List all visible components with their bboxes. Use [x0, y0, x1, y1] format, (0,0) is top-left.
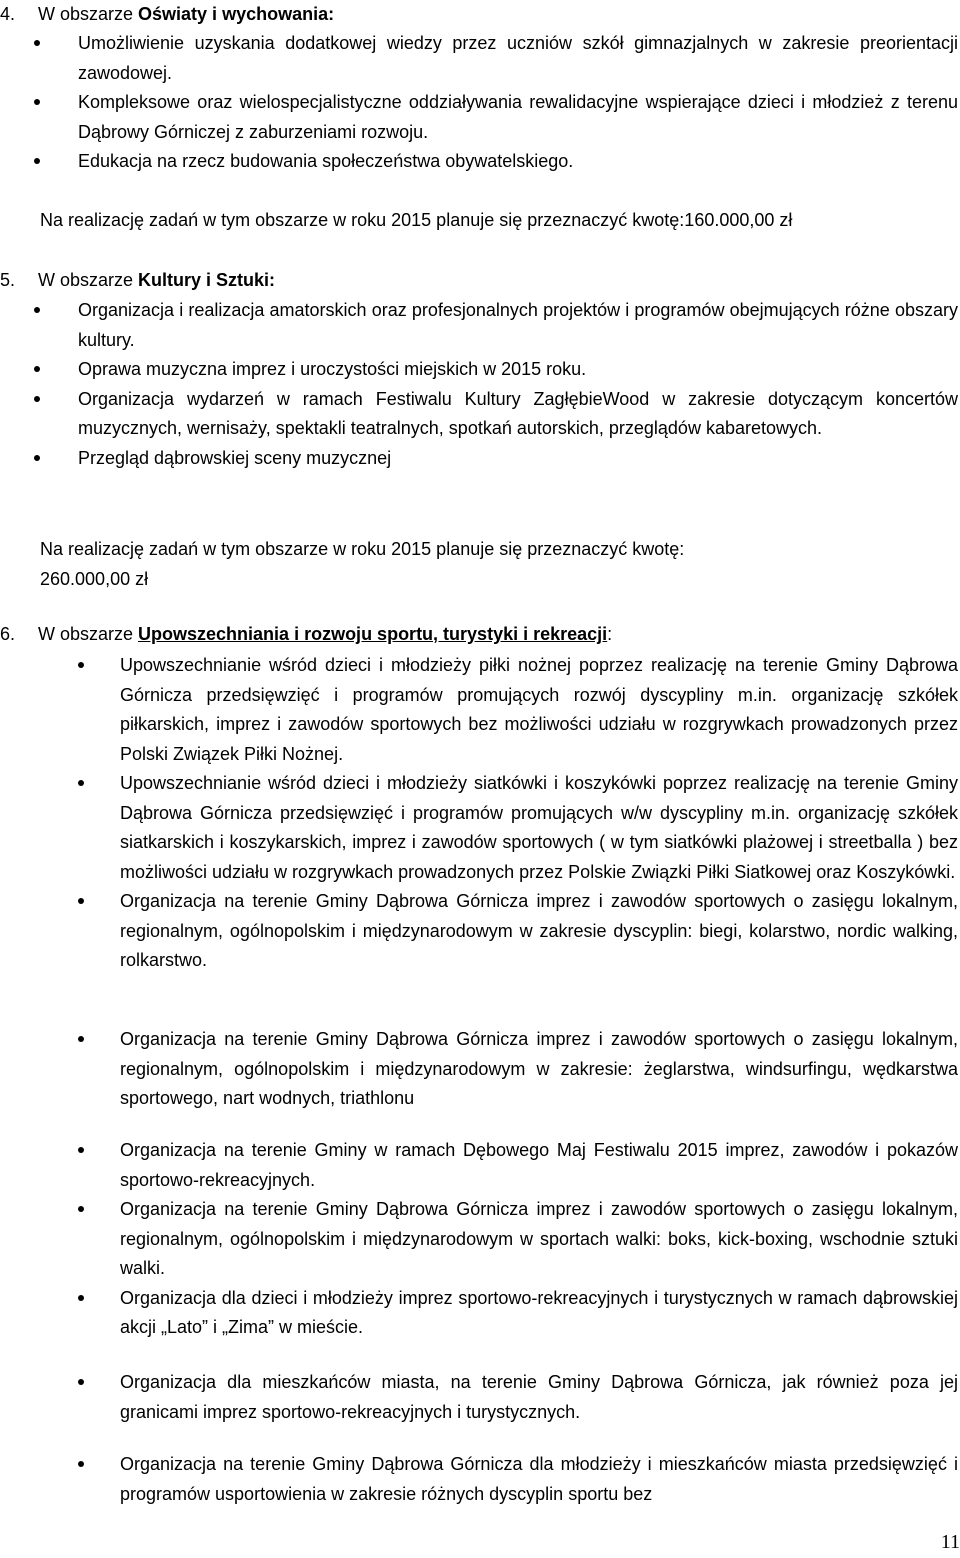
list-item: Organizacja i realizacja amatorskich oraz profesjonalnych projektów i programów obejmujących różne obszary kultury. — [78, 296, 958, 355]
list-item: Organizacja na terenie Gminy Dąbrowa Górnicza imprez i zawodów sportowych o zasięgu lokalnym, regionalnym, ogólnopolskim i międzynarodowym w zakresie: żeglarstwa, windsurfingu, wędkarstwa sportowego, nart wodnych, triathlonu — [120, 1025, 958, 1114]
list-item: Organizacja na terenie Gminy w ramach Dębowego Maj Festiwalu 2015 imprez, zawodów i pokazów sportowo-rekreacyjnych. — [120, 1136, 958, 1195]
list-item: Kompleksowe oraz wielospecjalistyczne oddziaływania rewalidacyjne wspierające dzieci i młodzież z terenu Dąbrowy Górniczej z zaburzeniami rozwoju. — [78, 88, 958, 147]
section-6-list-a — [120, 651, 958, 976]
section-number: 4. — [0, 4, 16, 24]
section-title: Kultury i Sztuki: — [138, 270, 276, 290]
section-prefix: W obszarze — [38, 4, 139, 24]
section-4-heading — [0, 0, 334, 30]
list-item: Upowszechnianie wśród dzieci i młodzieży siatkówki i koszykówki poprzez realizację na terenie Gminy Dąbrowa Górnicza przedsięwzięć i programów promujących w/w dyscypliny m.in. organizację szkółek siatkarskich i koszykarskich, imprez i zawodów sportowych ( w tym siatkówki plażowej i streetballa ) bez możliwości udziału w rozgrywkach prowadzonych przez Polskie Związki Piłki Siatkowej oraz Koszykówki. — [120, 769, 958, 887]
list-item: Organizacja na terenie Gminy Dąbrowa Górnicza dla młodzieży i mieszkańców miasta przedsięwzięć i programów usportowienia w zakresie różnych dyscyplin sportu bez — [120, 1450, 958, 1509]
section-title: Oświaty i wychowania: — [138, 4, 335, 24]
section-prefix: W obszarze — [38, 624, 139, 644]
list-item: Organizacja dla dzieci i młodzieży imprez sportowo-rekreacyjnych i turystycznych w ramach dąbrowskiej akcji „Lato” i „Zima” w mieście. — [120, 1284, 958, 1343]
section-title: Upowszechniania i rozwoju sportu, turystyki i rekreacji — [138, 624, 608, 644]
page-number: 11 — [940, 1531, 960, 1553]
section-4-budget: Na realizację zadań w tym obszarze w roku 2015 planuje się przeznaczyć kwotę:160.000,00 zł — [40, 210, 793, 230]
section-number: 5. — [0, 270, 16, 290]
section-suffix: : — [607, 624, 613, 644]
budget-amount: 260.000,00 zł — [40, 568, 149, 589]
list-item: Organizacja na terenie Gminy Dąbrowa Górnicza imprez i zawodów sportowych o zasięgu lokalnym, regionalnym, ogólnopolskim i międzynarodowym w sportach walki: boks, kick-boxing, wschodnie sztuki walki. — [120, 1195, 958, 1284]
list-item: Organizacja wydarzeń w ramach Festiwalu Kultury ZagłębieWood w zakresie dotyczącym koncertów muzycznych, wernisaży, spektakli teatralnych, spotkań autorskich, przeglądów kabaretowych. — [78, 385, 958, 444]
section-5-list — [78, 296, 958, 473]
section-4-list — [78, 29, 958, 177]
list-item: Edukacja na rzecz budowania społeczeństwa obywatelskiego. — [78, 147, 958, 177]
list-item: Upowszechnianie wśród dzieci i młodzieży piłki nożnej poprzez realizację na terenie Gminy Dąbrowa Górnicza przedsięwzięć i programów promujących rozwój dyscypliny m.in. organizację szkółek piłkarskich, imprez i zawodów sportowych bez możliwości udziału w rozgrywkach prowadzonych przez Polski Związek Piłki Nożnej. — [120, 651, 958, 769]
section-prefix: W obszarze — [38, 270, 139, 290]
budget-text: Na realizację zadań w tym obszarze w roku 2015 planuje się przeznaczyć kwotę: — [40, 539, 685, 559]
section-5-heading — [0, 266, 275, 296]
section-6-list-e — [120, 1450, 958, 1509]
list-item: Organizacja dla mieszkańców miasta, na terenie Gminy Dąbrowa Górnicza, jak również poza jej granicami imprez sportowo-rekreacyjnych i turystycznych. — [120, 1368, 958, 1427]
section-6-heading — [0, 620, 612, 650]
section-6-list-b — [120, 1025, 958, 1114]
list-item: Organizacja na terenie Gminy Dąbrowa Górnicza imprez i zawodów sportowych o zasięgu lokalnym, regionalnym, ogólnopolskim i międzynarodowym w zakresie dyscyplin: biegi, kolarstwo, nordic walking, rolkarstwo. — [120, 887, 958, 976]
section-number: 6. — [0, 624, 16, 644]
list-item: Przegląd dąbrowskiej sceny muzycznej — [78, 444, 958, 474]
section-6-list-d — [120, 1368, 958, 1427]
list-item: Umożliwienie uzyskania dodatkowej wiedzy przez uczniów szkół gimnazjalnych w zakresie preorientacji zawodowej. — [78, 29, 958, 88]
section-5-budget — [40, 535, 960, 594]
list-item: Oprawa muzyczna imprez i uroczystości miejskich w 2015 roku. — [78, 355, 958, 385]
section-6-list-c — [120, 1136, 958, 1343]
